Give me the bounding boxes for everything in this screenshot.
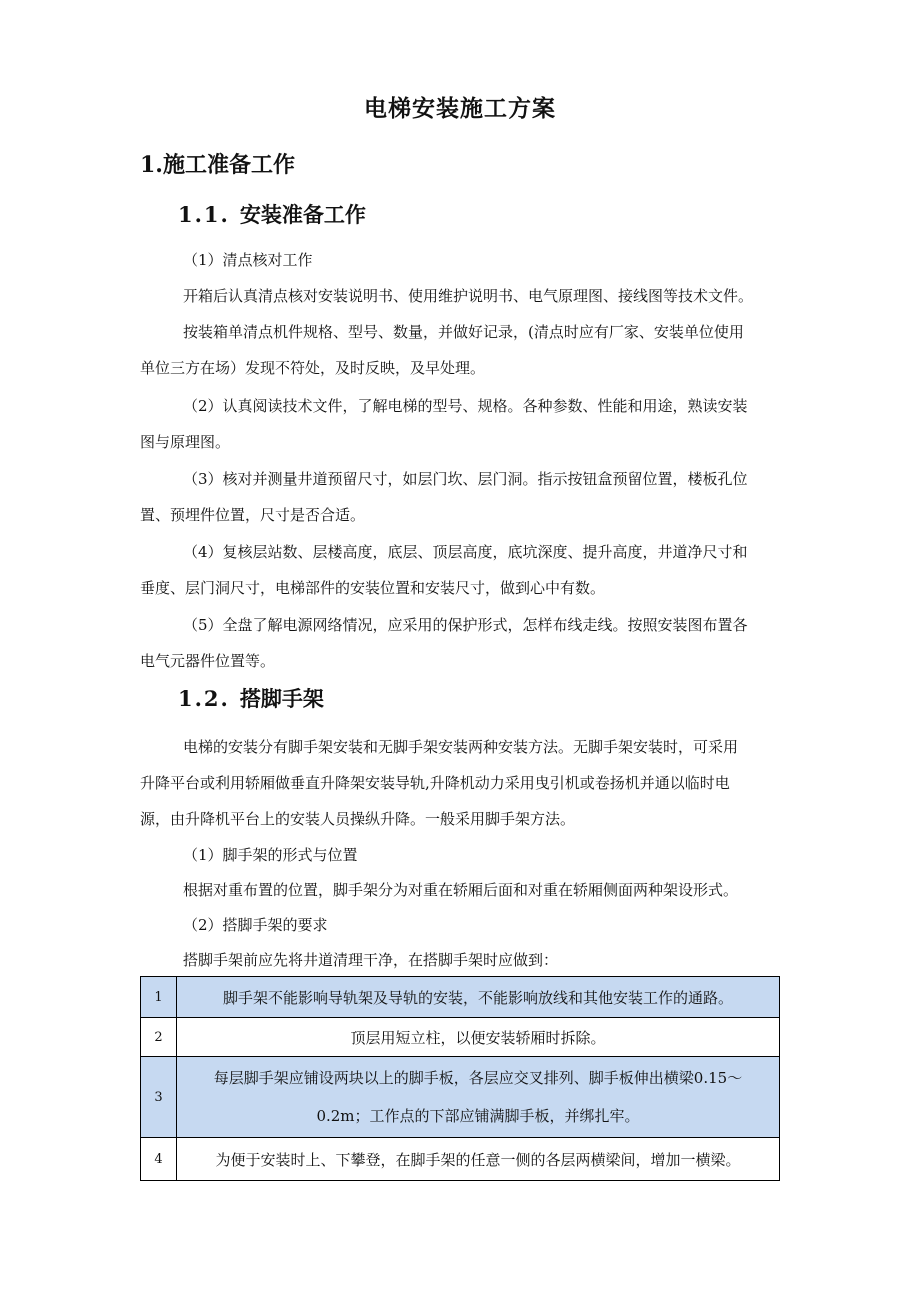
row-text: 顶层用短立柱，以便安装轿厢时拆除。 bbox=[177, 1018, 780, 1057]
section-text: 搭脚手架 bbox=[239, 686, 324, 711]
row-text-line: 0.2m；工作点的下部应铺满脚手板，并绑扎牢。 bbox=[316, 1107, 640, 1125]
section-heading-1-1 bbox=[178, 199, 366, 229]
table-row bbox=[141, 977, 780, 1018]
row-text-line: 每层脚手架应铺设两块以上的脚手板，各层应交叉排列、脚手板伸出横梁0.15～ bbox=[213, 1069, 743, 1087]
row-number: 4 bbox=[141, 1138, 177, 1181]
requirements-table bbox=[140, 976, 780, 1181]
section-heading-1-2 bbox=[178, 683, 324, 713]
table-row bbox=[141, 1138, 780, 1181]
section-number: 1.2. bbox=[178, 686, 230, 711]
paragraph: 图与原理图。 bbox=[140, 433, 231, 451]
paragraph: 搭脚手架前应先将井道清理干净，在搭脚手架时应做到： bbox=[183, 951, 559, 969]
row-number: 1 bbox=[141, 977, 177, 1018]
paragraph: 升降平台或利用轿厢做垂直升降架安装导轨,升降机动力采用曳引机或卷扬机并通以临时电 bbox=[140, 774, 730, 792]
paragraph: 垂度、层门洞尺寸，电梯部件的安装位置和安装尺寸，做到心中有数。 bbox=[140, 579, 606, 597]
paragraph: 置、预埋件位置，尺寸是否合适。 bbox=[140, 506, 366, 524]
table-row bbox=[141, 1057, 780, 1138]
row-number: 3 bbox=[141, 1057, 177, 1138]
document-title: 电梯安装施工方案 bbox=[364, 95, 556, 122]
paragraph: 根据对重布置的位置，脚手架分为对重在轿厢后面和对重在轿厢侧面两种架设形式。 bbox=[183, 881, 739, 899]
section-text: 安装准备工作 bbox=[239, 202, 366, 227]
paragraph: （5）全盘了解电源网络情况，应采用的保护形式，怎样布线走线。按照安装图布置各 bbox=[183, 616, 748, 634]
paragraph: 源，由升降机平台上的安装人员操纵升降。一般采用脚手架方法。 bbox=[140, 810, 576, 828]
paragraph: 按装箱单清点机件规格、型号、数量，并做好记录，(清点时应有厂家、安装单位使用 bbox=[183, 323, 744, 341]
paragraph: 电梯的安装分有脚手架安装和无脚手架安装两种安装方法。无脚手架安装时，可采用 bbox=[183, 738, 739, 756]
paragraph: （2）搭脚手架的要求 bbox=[183, 916, 328, 934]
paragraph: （3）核对并测量井道预留尺寸，如层门坎、层门洞。指示按钮盒预留位置，楼板孔位 bbox=[183, 470, 748, 488]
row-text bbox=[177, 1057, 780, 1138]
paragraph: （4）复核层站数、层楼高度，底层、顶层高度，底坑深度、提升高度，井道净尺寸和 bbox=[183, 543, 748, 561]
paragraph: （2）认真阅读技术文件，了解电梯的型号、规格。各种参数、性能和用途，熟读安装 bbox=[183, 397, 748, 415]
row-text: 为便于安装时上、下攀登，在脚手架的任意一侧的各层两横梁间，增加一横梁。 bbox=[177, 1138, 780, 1181]
paragraph: 电气元器件位置等。 bbox=[140, 652, 276, 670]
section-number: 1.1. bbox=[178, 202, 230, 227]
row-text: 脚手架不能影响导轨架及导轨的安装，不能影响放线和其他安装工作的通路。 bbox=[177, 977, 780, 1018]
paragraph: （1）清点核对工作 bbox=[183, 251, 313, 269]
paragraph: 开箱后认真清点核对安装说明书、使用维护说明书、电气原理图、接线图等技术文件。 bbox=[183, 287, 754, 305]
table-row bbox=[141, 1018, 780, 1057]
section-heading-1: 1.施工准备工作 bbox=[140, 152, 295, 178]
paragraph: （1）脚手架的形式与位置 bbox=[183, 846, 358, 864]
row-number: 2 bbox=[141, 1018, 177, 1057]
paragraph: 单位三方在场）发现不符处，及时反映，及早处理。 bbox=[140, 359, 486, 377]
